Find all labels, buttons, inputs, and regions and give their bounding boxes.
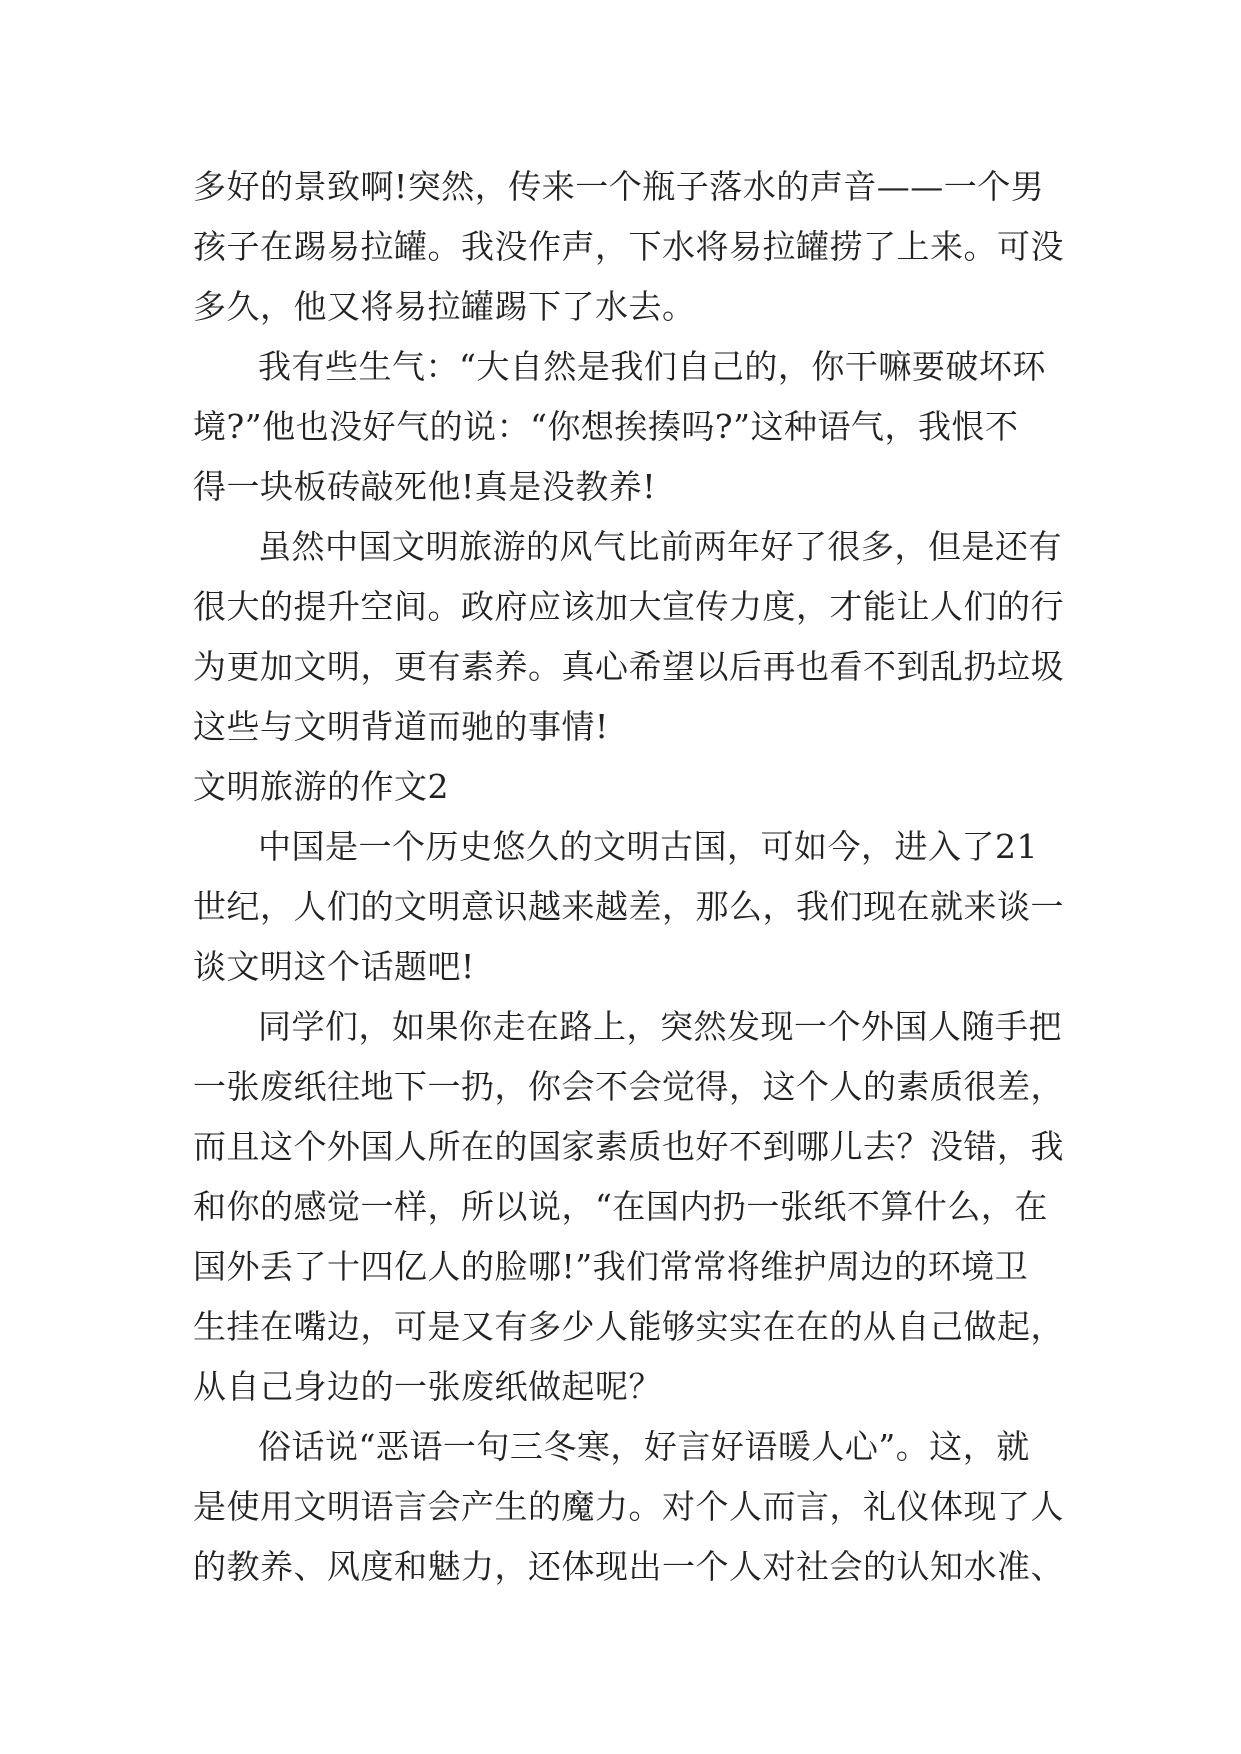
paragraph-first-line: 虽然中国文明旅游的风气比前两年好了很多，但是还有 [258, 527, 1062, 566]
paragraph-line: 为更加文明，更有素养。真心希望以后再也看不到乱扔垃圾 [193, 647, 1064, 686]
paragraph-line: 谈文明这个话题吧! [193, 947, 475, 986]
paragraph-line: 世纪，人们的文明意识越来越差，那么，我们现在就来谈一 [193, 887, 1064, 926]
paragraph-line: 孩子在踢易拉罐。我没作声，下水将易拉罐捞了上来。可没 [193, 227, 1064, 266]
section-heading: 文明旅游的作文2 [193, 767, 449, 806]
paragraph-first-line: 中国是一个历史悠久的文明古国，可如今，进入了21 [258, 827, 1038, 866]
paragraph-line: 境?”他也没好气的说：“你想挨揍吗?”这种语气，我恨不 [193, 407, 1019, 446]
paragraph-first-line: 我有些生气：“大自然是我们自己的，你干嘛要破坏环 [258, 347, 1046, 386]
paragraph-line: 这些与文明背道而驰的事情! [193, 707, 609, 746]
paragraph-line: 国外丢了十四亿人的脸哪!”我们常常将维护周边的环境卫 [193, 1247, 1029, 1286]
paragraph-line: 很大的提升空间。政府应该加大宣传力度，才能让人们的行 [193, 587, 1064, 626]
paragraph-line: 生挂在嘴边，可是又有多少人能够实实在在的从自己做起， [193, 1307, 1064, 1346]
paragraph-line: 得一块板砖敲死他!真是没教养! [193, 467, 657, 506]
paragraph-line: 和你的感觉一样，所以说，“在国内扔一张纸不算什么，在 [193, 1187, 1048, 1226]
paragraph-line: 的教养、风度和魅力，还体现出一个人对社会的认知水准、 [193, 1547, 1064, 1586]
paragraph-line: 从自己身边的一张废纸做起呢？ [193, 1367, 662, 1406]
paragraph-line: 多好的景致啊!突然，传来一个瓶子落水的声音——一个男 [193, 167, 1045, 206]
paragraph-first-line: 俗话说“恶语一句三冬寒，好言好语暖人心”。这，就 [258, 1427, 1030, 1466]
paragraph-line: 而且这个外国人所在的国家素质也好不到哪儿去？没错，我 [193, 1127, 1064, 1166]
paragraph-line: 是使用文明语言会产生的魔力。对个人而言，礼仪体现了人 [193, 1487, 1064, 1526]
paragraph-first-line: 同学们，如果你走在路上，突然发现一个外国人随手把 [258, 1007, 1062, 1046]
paragraph-line: 一张废纸往地下一扔，你会不会觉得，这个人的素质很差， [193, 1067, 1064, 1106]
paragraph-line: 多久，他又将易拉罐踢下了水去。 [193, 287, 696, 326]
